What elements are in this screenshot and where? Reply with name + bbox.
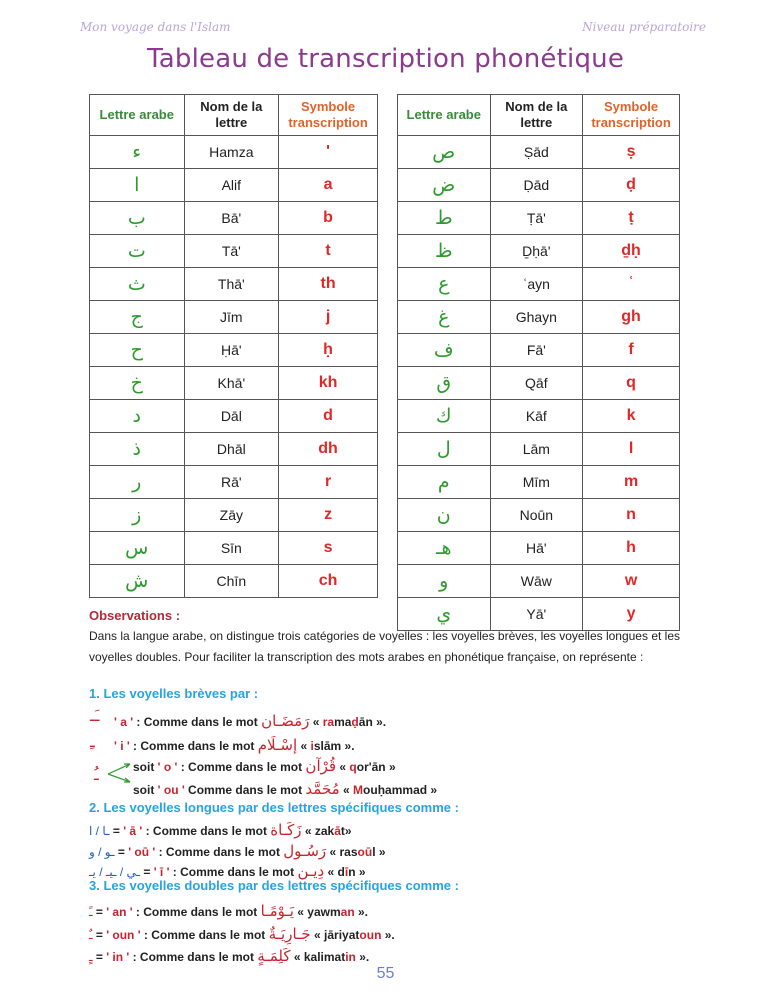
word-din-arabic: دِيـن — [297, 862, 325, 880]
letter-name-cell: Qāf — [490, 367, 583, 400]
table-row — [398, 565, 680, 598]
symbol-cell: j — [279, 301, 378, 334]
damma-line-ou: soit ' ou ' Comme dans le mot مُحَمَّد « Mouḥammad » — [133, 780, 438, 798]
symbol-cell: f — [583, 334, 680, 367]
arabic-letter-cell: ق — [398, 367, 491, 400]
damma-line-o: soit ' o ' : Comme dans le mot قُرْآن « qor'ān » — [133, 757, 396, 775]
arabic-letter-cell: م — [398, 466, 491, 499]
table-row — [90, 202, 378, 235]
table-row — [398, 235, 680, 268]
damma-arrows — [106, 758, 134, 786]
letter-name-cell: Ḍād — [490, 169, 583, 202]
letter-name-cell: Ḏḥā' — [490, 235, 583, 268]
letter-name-cell: Ṣād — [490, 136, 583, 169]
fatha-line: ' a ' : Comme dans le mot رَمَضَـان « ramaḍān ». — [114, 712, 387, 730]
arabic-letter-cell: ث — [90, 268, 185, 301]
symbol-cell: r — [279, 466, 378, 499]
arabic-letter-cell: ن — [398, 499, 491, 532]
word-yawman-arabic: يَـوْمًـا — [260, 902, 294, 920]
symbol-cell: t — [279, 235, 378, 268]
word-rasul-arabic: رَسُـول — [283, 842, 327, 860]
table-row — [398, 400, 680, 433]
letter-name-cell: Wāw — [490, 565, 583, 598]
double-in-line: ـٍ = ' in ' : Comme dans le mot كَلِمَـةٍ « kalimatin ». — [89, 947, 370, 965]
table-row — [398, 301, 680, 334]
symbol-cell: m — [583, 466, 680, 499]
letter-name-cell: Bā' — [184, 202, 279, 235]
symbol-cell: h — [583, 532, 680, 565]
table-row — [398, 433, 680, 466]
arabic-letter-cell: د — [90, 400, 185, 433]
arabic-letter-cell: غ — [398, 301, 491, 334]
symbol-cell: s — [279, 532, 378, 565]
table-row — [90, 301, 378, 334]
letter-name-cell: Yā' — [490, 598, 583, 631]
damma-mark: ـُ — [94, 765, 99, 784]
letter-name-cell: Rā' — [184, 466, 279, 499]
header-symbol: Symbole transcription — [583, 95, 680, 136]
arabic-letter-cell: خ — [90, 367, 185, 400]
symbol-cell: ṣ — [583, 136, 680, 169]
fatha-mark: ـَـ — [90, 706, 100, 725]
arabic-letter-cell: ك — [398, 400, 491, 433]
table-row — [398, 367, 680, 400]
page-title: Tableau de transcription phonétique — [146, 44, 625, 74]
symbol-cell: ḥ — [279, 334, 378, 367]
arabic-letter-cell: ض — [398, 169, 491, 202]
header-right: Niveau préparatoire — [582, 20, 706, 34]
header-left: Mon voyage dans l'Islam — [80, 20, 231, 34]
transcription-table-left — [89, 94, 378, 598]
word-jariyatun-arabic: جَـارِيَـةٌ — [268, 925, 311, 943]
symbol-cell: a — [279, 169, 378, 202]
table-row — [90, 169, 378, 202]
arabic-letter-cell: ظ — [398, 235, 491, 268]
letter-name-cell: Chīn — [184, 565, 279, 598]
arabic-letter-cell: ل — [398, 433, 491, 466]
letter-name-cell: Tā' — [184, 235, 279, 268]
letter-name-cell: Dhāl — [184, 433, 279, 466]
table-row — [398, 334, 680, 367]
symbol-cell: ṭ — [583, 202, 680, 235]
letter-name-cell: Jīm — [184, 301, 279, 334]
letter-name-cell: Dāl — [184, 400, 279, 433]
arabic-letter-cell: ي — [398, 598, 491, 631]
symbol-cell: k — [583, 400, 680, 433]
letter-name-cell: Hamza — [184, 136, 279, 169]
word-kalimatin-arabic: كَلِمَـةٍ — [257, 947, 291, 965]
letter-name-cell: Zāy — [184, 499, 279, 532]
symbol-cell: gh — [583, 301, 680, 334]
arabic-letter-cell: ج — [90, 301, 185, 334]
header-letter-name: Nom de la lettre — [490, 95, 583, 136]
double-oun-line: ـٌ = ' oun ' : Comme dans le mot جَـارِيَـةٌ « jāriyatoun ». — [89, 925, 395, 943]
table-row — [398, 169, 680, 202]
letter-name-cell: Mīm — [490, 466, 583, 499]
table-row — [90, 367, 378, 400]
letter-name-cell: Ḥā' — [184, 334, 279, 367]
kasra-mark: ـِ — [90, 732, 95, 751]
section-title-longues: 2. Les voyelles longues par des lettres spécifiques comme : — [89, 800, 459, 815]
section-title-breves: 1. Les voyelles brèves par : — [89, 686, 259, 701]
arabic-letter-cell: ت — [90, 235, 185, 268]
arabic-letter-cell: ط — [398, 202, 491, 235]
word-ramadan-arabic: رَمَضَـان — [261, 712, 310, 730]
header-symbol: Symbole transcription — [279, 95, 378, 136]
symbol-cell: q — [583, 367, 680, 400]
double-an-line: ـً = ' an ' : Comme dans le mot يَـوْمًـا « yawman ». — [89, 902, 369, 920]
table-row — [398, 268, 680, 301]
symbol-cell: ' — [279, 136, 378, 169]
letter-name-cell: Lām — [490, 433, 583, 466]
word-muhammad-arabic: مُحَمَّد — [305, 780, 340, 798]
arabic-letter-cell: ر — [90, 466, 185, 499]
word-islam-arabic: إسْـلَام — [257, 736, 298, 754]
letter-name-cell: Noūn — [490, 499, 583, 532]
symbol-cell: l — [583, 433, 680, 466]
arabic-letter-cell: ز — [90, 499, 185, 532]
arabic-letter-cell: س — [90, 532, 185, 565]
letter-name-cell: Alif — [184, 169, 279, 202]
arabic-letter-cell: ع — [398, 268, 491, 301]
symbol-cell: kh — [279, 367, 378, 400]
letter-name-cell: Ṭā' — [490, 202, 583, 235]
arabic-letter-cell: ح — [90, 334, 185, 367]
arabic-letter-cell: و — [398, 565, 491, 598]
section-title-doubles: 3. Les voyelles doubles par des lettres spécifiques comme : — [89, 878, 459, 893]
symbol-cell: dh — [279, 433, 378, 466]
table-row — [90, 466, 378, 499]
header-arabic-letter: Lettre arabe — [398, 95, 491, 136]
letter-name-cell: Sīn — [184, 532, 279, 565]
table-row — [90, 235, 378, 268]
long-u-line: ـو / و = ' oū ' : Comme dans le mot رَسُـول « rasoūl » — [89, 842, 386, 860]
table-row — [90, 499, 378, 532]
table-row — [90, 532, 378, 565]
symbol-cell: d — [279, 400, 378, 433]
letter-name-cell: Khā' — [184, 367, 279, 400]
table-row — [398, 499, 680, 532]
symbol-cell: z — [279, 499, 378, 532]
observations-text: Dans la langue arabe, on distingue trois catégories de voyelles : les voyelles brèves, les voyelles longues et les voyelles doubles. Pour faciliter la transcription des mots arabes en phonétique française, on représente : — [89, 629, 680, 664]
arabic-letter-cell: هـ — [398, 532, 491, 565]
letter-name-cell: Ghayn — [490, 301, 583, 334]
kasra-line: ' i ' : Comme dans le mot إسْـلَام « islām ». — [114, 736, 355, 754]
symbol-cell: th — [279, 268, 378, 301]
page-number: 55 — [376, 965, 395, 982]
symbol-cell: ʿ — [583, 268, 680, 301]
word-zakat-arabic: زَكَـاة — [270, 821, 302, 839]
symbol-cell: ḍ — [583, 169, 680, 202]
table-row — [90, 400, 378, 433]
arabic-letter-cell: ذ — [90, 433, 185, 466]
table-row — [398, 136, 680, 169]
symbol-cell: w — [583, 565, 680, 598]
arabic-letter-cell: ا — [90, 169, 185, 202]
header-arabic-letter: Lettre arabe — [90, 95, 185, 136]
observations-title: Observations : — [89, 608, 181, 623]
arabic-letter-cell: ف — [398, 334, 491, 367]
table-row — [90, 433, 378, 466]
table-row — [398, 202, 680, 235]
letter-name-cell: Thā' — [184, 268, 279, 301]
symbol-cell: n — [583, 499, 680, 532]
arabic-letter-cell: ء — [90, 136, 185, 169]
letter-name-cell: Fā' — [490, 334, 583, 367]
table-row — [90, 565, 378, 598]
letter-name-cell: Hā' — [490, 532, 583, 565]
table-row — [398, 466, 680, 499]
letter-name-cell: ʿayn — [490, 268, 583, 301]
symbol-cell: ḏḥ — [583, 235, 680, 268]
symbol-cell: ch — [279, 565, 378, 598]
letter-name-cell: Kāf — [490, 400, 583, 433]
table-row — [90, 136, 378, 169]
header-letter-name: Nom de la lettre — [184, 95, 279, 136]
symbol-cell: y — [583, 598, 680, 631]
long-i-line: ـي / ـيـ / يـ = ' ī ' : Comme dans le mot دِيـن « dīn » — [89, 862, 366, 880]
arabic-letter-cell: ب — [90, 202, 185, 235]
word-quran-arabic: قُرْآن — [305, 757, 337, 775]
transcription-table-right — [397, 94, 680, 631]
table-row — [90, 268, 378, 301]
table-row — [90, 334, 378, 367]
long-a-line: ـا / ا = ' ā ' : Comme dans le mot زَكَـاة « zakāt» — [89, 821, 352, 839]
symbol-cell: b — [279, 202, 378, 235]
table-row — [398, 532, 680, 565]
arabic-letter-cell: ش — [90, 565, 185, 598]
arabic-letter-cell: ص — [398, 136, 491, 169]
